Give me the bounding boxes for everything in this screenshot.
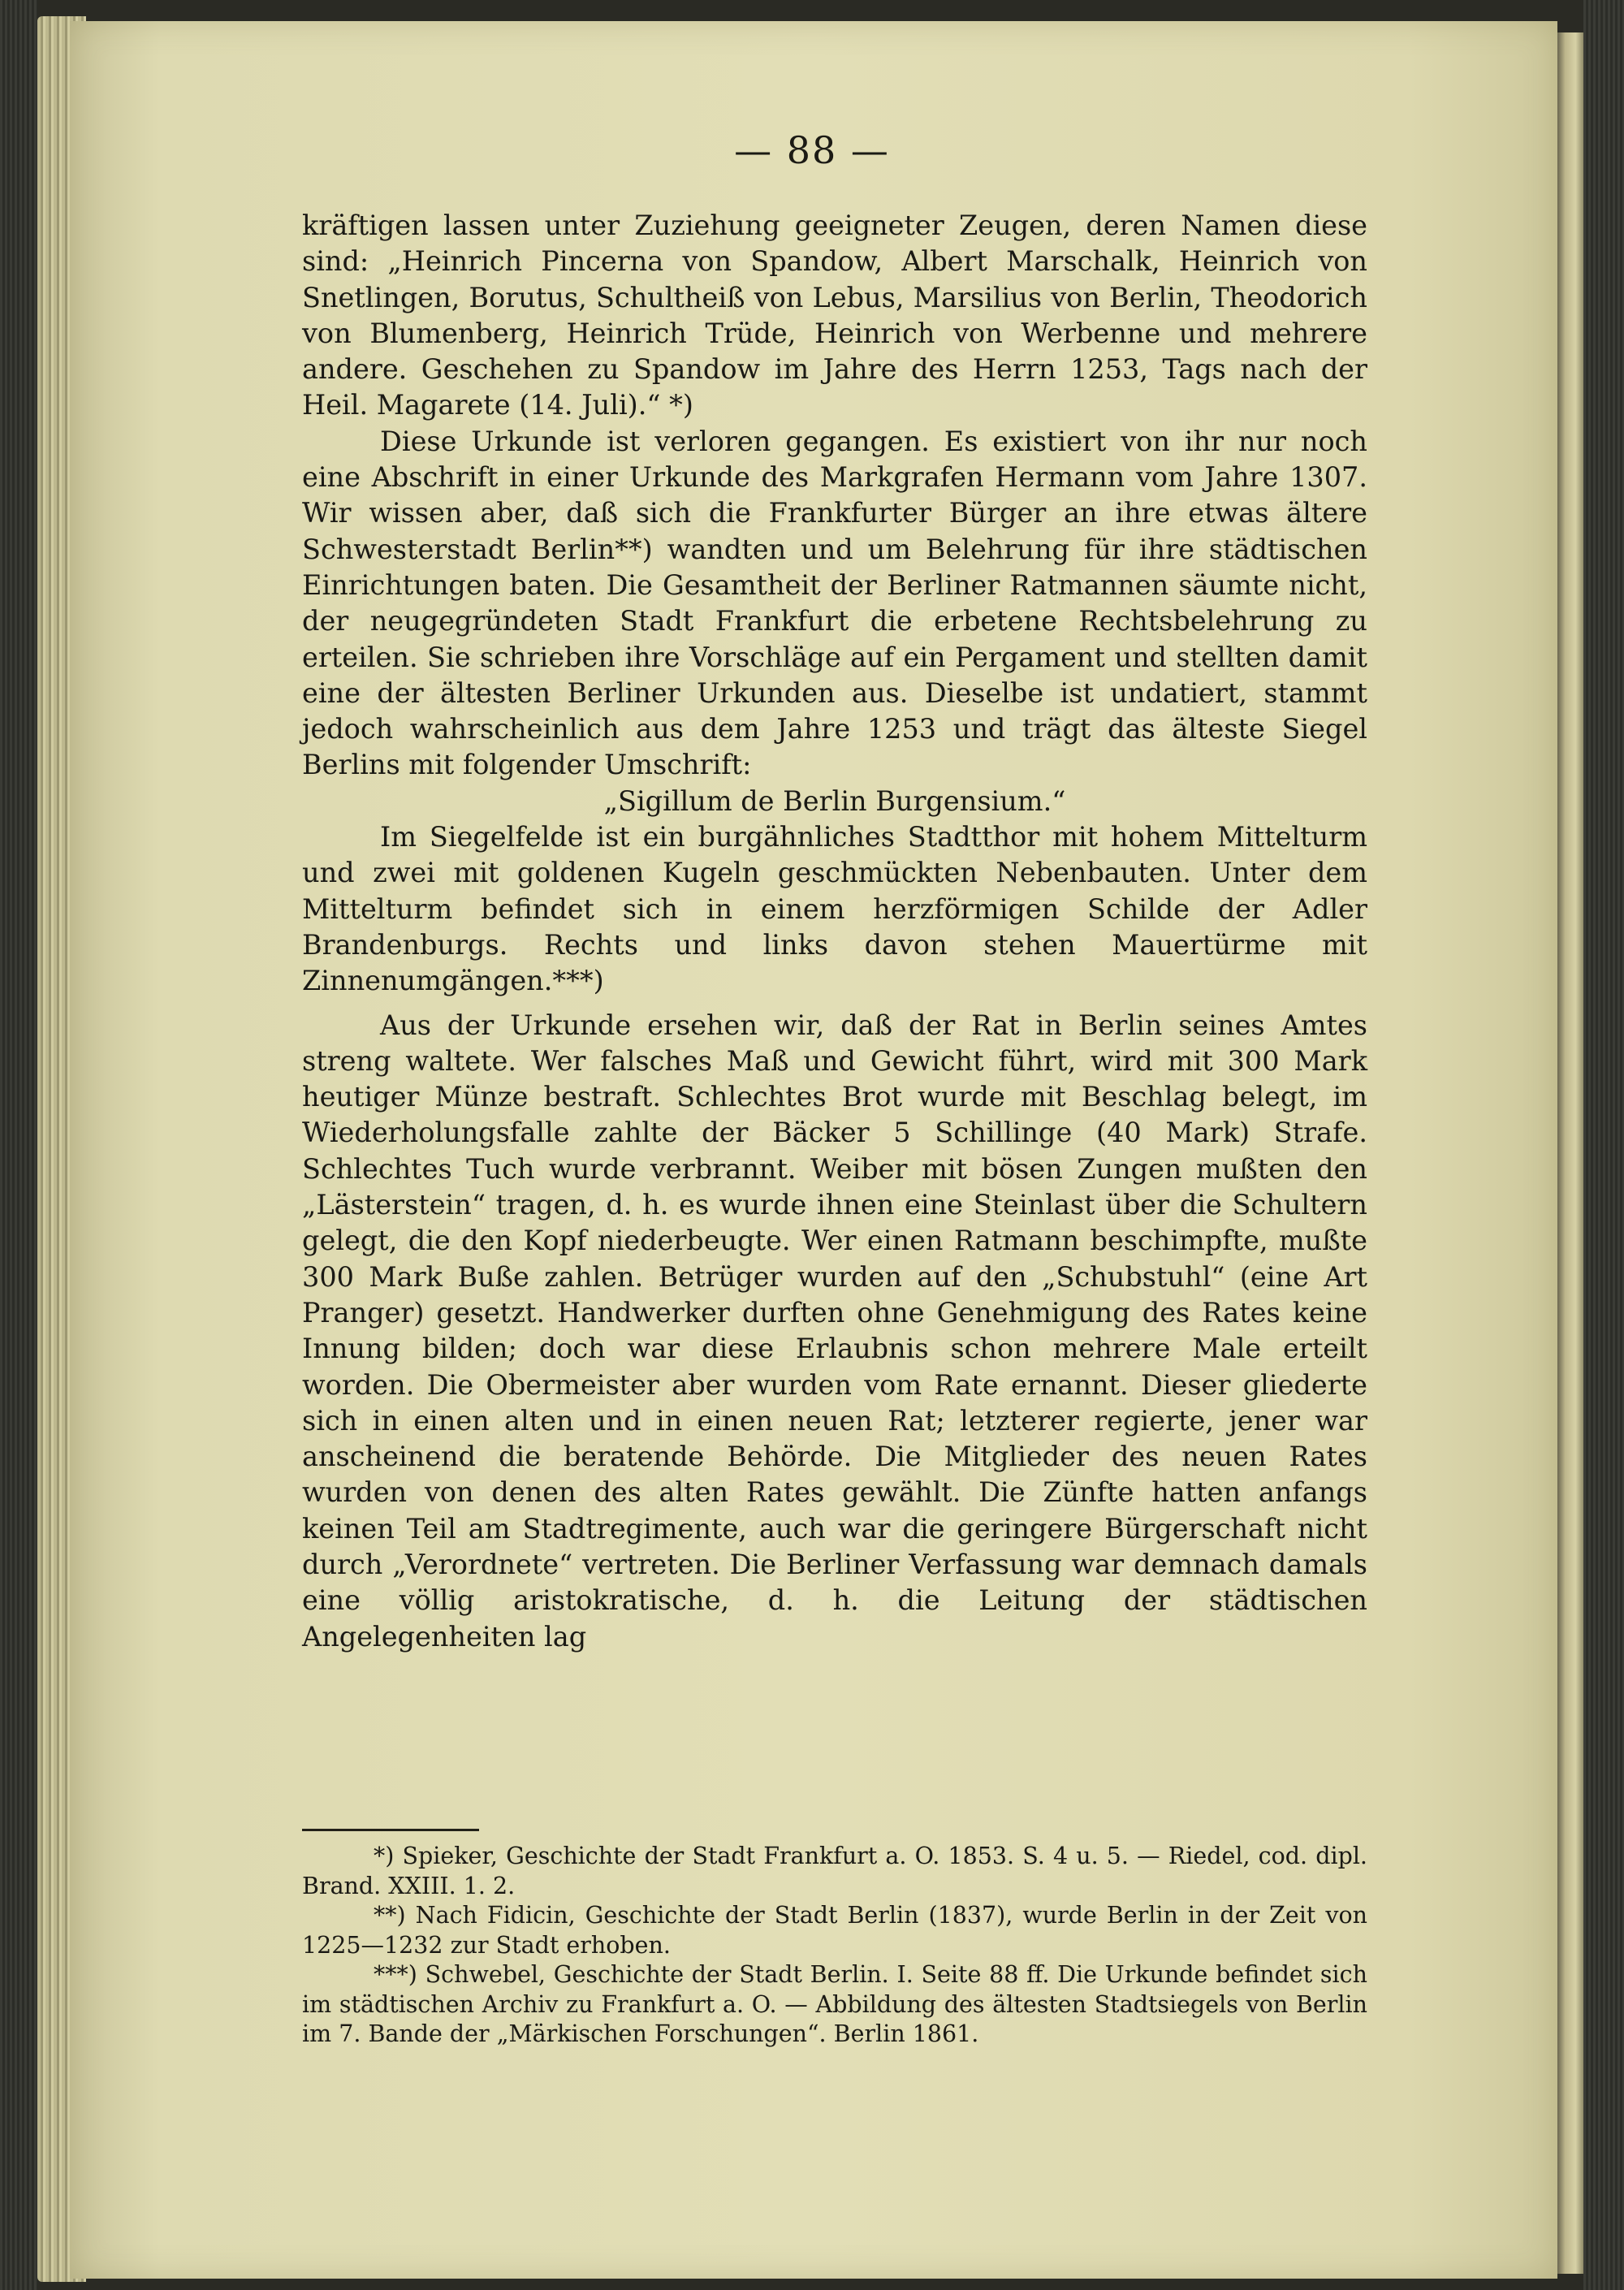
paragraph-2: Diese Urkunde ist verloren gegangen. Es existiert von ihr nur noch eine Abschrift in einer Urkunde des Markgrafen Hermann vom Jahre 1307. Wir wissen aber, daß sich die Frankfurter Bürger an ihre etwas ältere Schwesterstadt Berlin**) wandten und um Belehrung für ihre städtischen Einrichtungen baten. Die Gesamtheit der Berliner Ratmannen säumte nicht, der neugegründeten Stadt Frankfurt die erbetene Rechtsbelehrung zu erteilen. Sie schrieben ihre Vorschläge auf ein Pergament und stellten damit eine der ältesten Berliner Urkunden aus. Dieselbe ist undatiert, stammt jedoch wahrscheinlich aus dem Jahre 1253 und trägt das älteste Siegel Berlins mit folgender Umschrift: — [302, 425, 1367, 781]
footnote-2: **) Nach Fidicin, Geschichte der Stadt Berlin (1837), wurde Berlin in der Zeit von 1225—1232 zur Stadt erhoben. — [302, 1902, 1367, 1959]
page-edges-right — [1557, 32, 1583, 2274]
seal-inscription: „Sigillum de Berlin Burgensium.“ — [603, 784, 1066, 817]
main-text — [302, 208, 1367, 1655]
book-cover-left — [0, 0, 37, 2290]
book-cover-right — [1583, 0, 1624, 2290]
footnote-divider — [302, 1829, 479, 1831]
footnote-3: ***) Schwebel, Geschichte der Stadt Berlin. I. Seite 88 ff. Die Urkunde befindet sich im städtischen Archiv zu Frankfurt a. O. — Abbildung des ältesten Stadtsiegels von Berlin im 7. Bande der „Märkischen Forschungen“. Berlin 1861. — [302, 1961, 1367, 2047]
footnote-1: *) Spieker, Geschichte der Stadt Frankfurt a. O. 1853. S. 4 u. 5. — Riedel, cod. dipl. Brand. XXIII. 1. 2. — [302, 1843, 1367, 1899]
paragraph-1: kräftigen lassen unter Zuziehung geeigneter Zeugen, deren Namen diese sind: „Heinrich Pincerna von Spandow, Albert Marschalk, Heinrich von Snetlingen, Borutus, Schultheiß von Lebus, Marsilius von Berlin, Theodorich von Blumenberg, Heinrich Trüde, Heinrich von Werbenne und mehrere andere. Geschehen zu Spandow im Jahre des Herrn 1253, Tags nach der Heil. Magarete (14. Juli).“ *) — [302, 210, 1367, 421]
page-number: — 88 — — [734, 128, 890, 172]
paragraph-4: Aus der Urkunde ersehen wir, daß der Rat in Berlin seines Amtes streng waltete. Wer falsches Maß und Gewicht führt, wird mit 300 Mark heutiger Münze bestraft. Schlechtes Brot wurde mit Beschlag belegt, im Wiederholungsfalle zahlte der Bäcker 5 Schillinge (40 Mark) Strafe. Schlechtes Tuch wurde verbrannt. Weiber mit bösen Zungen mußten den „Lästerstein“ tragen, d. h. es wurde ihnen eine Steinlast über die Schultern gelegt, die den Kopf niederbeugte. Wer einen Ratmann beschimpfte, mußte 300 Mark Buße zahlen. Betrüger wurden auf den „Schubstuhl“ (eine Art Pranger) gesetzt. Handwerker durften ohne Genehmigung des Rates keine Innung bilden; doch war diese Erlaubnis schon mehrere Male erteilt worden. Die Obermeister aber wurden vom Rate ernannt. Dieser gliederte sich in einen alten und in einen neuen Rat; letzterer regierte, jener war anscheinend die beratende Behörde. Die Mitglieder des neuen Rates wurden von denen des alten Rates gewählt. Die Zünfte hatten anfangs keinen Teil am Stadtregimente, auch war die geringere Bürgerschaft nicht durch „Verordnete“ vertreten. Die Berliner Verfassung war demnach damals eine völlig aristokratische, d. h. die Leitung der städtischen Angelegenheiten lag — [302, 1009, 1367, 1653]
paragraph-3: Im Siegelfelde ist ein burgähnliches Stadtthor mit hohem Mittelturm und zwei mit goldenen Kugeln geschmückten Nebenbauten. Unter dem Mittelturm befindet sich in einem herzförmigen Schilde der Adler Brandenburgs. Rechts und links davon stehen Mauertürme mit Zinnenumgängen.***) — [302, 821, 1367, 997]
footnotes — [302, 1842, 1367, 2050]
